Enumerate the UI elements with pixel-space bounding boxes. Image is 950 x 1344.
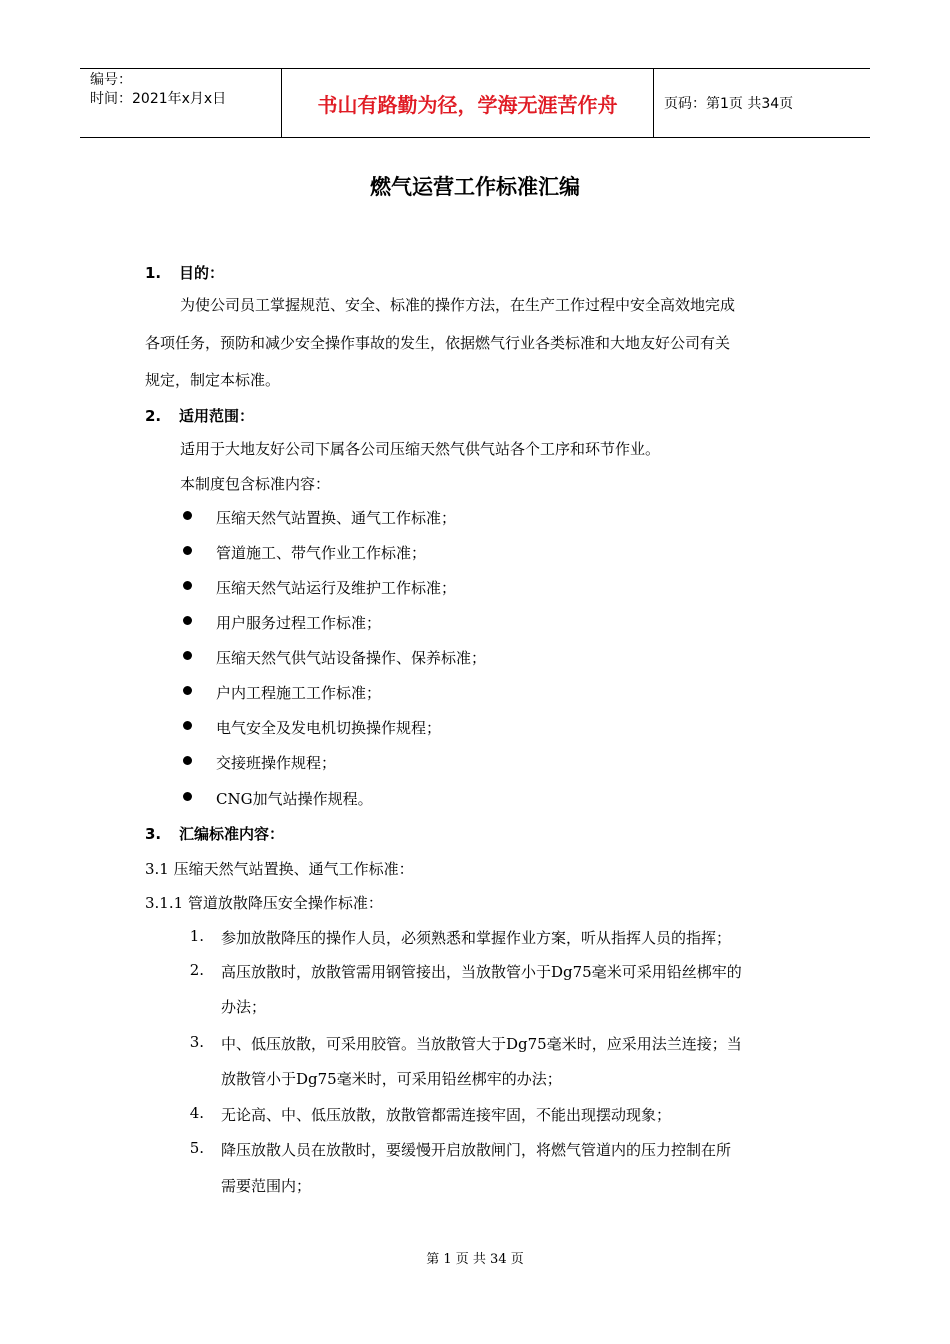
list-item-text-continued: 办法； [221, 998, 267, 1016]
list-item-number: 5. [189, 1139, 204, 1157]
header-page-info: 页码：第1页 共34页 [664, 96, 794, 112]
document-number-label: 编号： [90, 72, 132, 88]
section-1-heading [145, 262, 224, 283]
bullet-item: 户内工程施工工作标准； [216, 684, 382, 702]
list-item-text: 参加放散降压的操作人员，必须熟悉和掌握作业方案，听从指挥人员的指挥； [221, 929, 732, 947]
section-1-number: 1. [145, 264, 162, 282]
bullet-item: CNG加气站操作规程。 [216, 790, 373, 808]
bullet-item: 压缩天然气供气站设备操作、保养标准； [216, 649, 487, 667]
bullet-item: 电气安全及发电机切换操作规程； [216, 719, 442, 737]
section-2-title: 适用范围： [179, 407, 255, 425]
bullet-icon [183, 616, 192, 625]
list-item-text: 降压放散人员在放散时，要缓慢开启放散闸门，将燃气管道内的压力控制在所 [221, 1141, 732, 1159]
section-2-paragraph-2: 本制度包含标准内容： [180, 475, 331, 493]
bullet-icon [183, 581, 192, 590]
bullet-item: 压缩天然气站运行及维护工作标准； [216, 579, 457, 597]
section-1-paragraph-line-2: 各项任务，预防和减少安全操作事故的发生，依据燃气行业各类标准和大地友好公司有关 [145, 334, 731, 352]
list-item-number: 2. [189, 961, 204, 979]
header-left-cell [80, 69, 281, 137]
bullet-icon [183, 686, 192, 695]
bullet-icon [183, 756, 192, 765]
list-item-number: 1. [189, 927, 204, 945]
bullet-item: 压缩天然气站置换、通气工作标准； [216, 509, 457, 527]
header-table [80, 68, 870, 138]
section-2-paragraph-1: 适用于大地友好公司下属各公司压缩天然气供气站各个工序和环节作业。 [180, 440, 661, 458]
list-item-text: 无论高、中、低压放散，放散管都需连接牢固，不能出现摆动现象； [221, 1106, 672, 1124]
section-1-title: 目的： [179, 264, 225, 282]
bullet-item: 管道施工、带气作业工作标准； [216, 544, 427, 562]
list-item-number: 3. [189, 1033, 204, 1051]
header-motto: 书山有路勤为径，学海无涯苦作舟 [281, 69, 654, 137]
bullet-icon [183, 546, 192, 555]
page-footer: 第 1 页 共 34 页 [426, 1252, 524, 1267]
list-item-text-continued: 需要范围内； [221, 1177, 312, 1195]
document-title: 燃气运营工作标准汇编 [370, 175, 580, 199]
bullet-icon [183, 792, 192, 801]
list-item-text-continued: 放散管小于Dg75毫米时，可采用铅丝梆牢的办法； [221, 1070, 562, 1088]
subsection-3-1-1-heading: 3.1.1 管道放散降压安全操作标准： [145, 894, 383, 912]
list-item-text: 高压放散时，放散管需用钢管接出，当放散管小于Dg75毫米可采用铅丝梆牢的 [221, 963, 742, 981]
subsection-3-1-heading: 3.1 压缩天然气站置换、通气工作标准： [145, 860, 414, 878]
bullet-icon [183, 511, 192, 520]
section-1-paragraph-line-3: 规定，制定本标准。 [145, 371, 281, 389]
section-3-heading [145, 823, 284, 844]
section-3-number: 3. [145, 825, 162, 843]
section-2-number: 2. [145, 407, 162, 425]
bullet-icon [183, 651, 192, 660]
bullet-item: 交接班操作规程； [216, 754, 337, 772]
list-item-text: 中、低压放散，可采用胶管。当放散管大于Dg75毫米时，应采用法兰连接；当 [221, 1035, 742, 1053]
document-date-label: 时间：2021年x月x日 [90, 91, 227, 107]
section-1-paragraph-line-1: 为使公司员工掌握规范、安全、标准的操作方法，在生产工作过程中安全高效地完成 [180, 296, 736, 314]
bullet-icon [183, 721, 192, 730]
section-3-title: 汇编标准内容： [179, 825, 285, 843]
bullet-item: 用户服务过程工作标准； [216, 614, 382, 632]
list-item-number: 4. [189, 1104, 204, 1122]
section-2-heading [145, 405, 254, 426]
